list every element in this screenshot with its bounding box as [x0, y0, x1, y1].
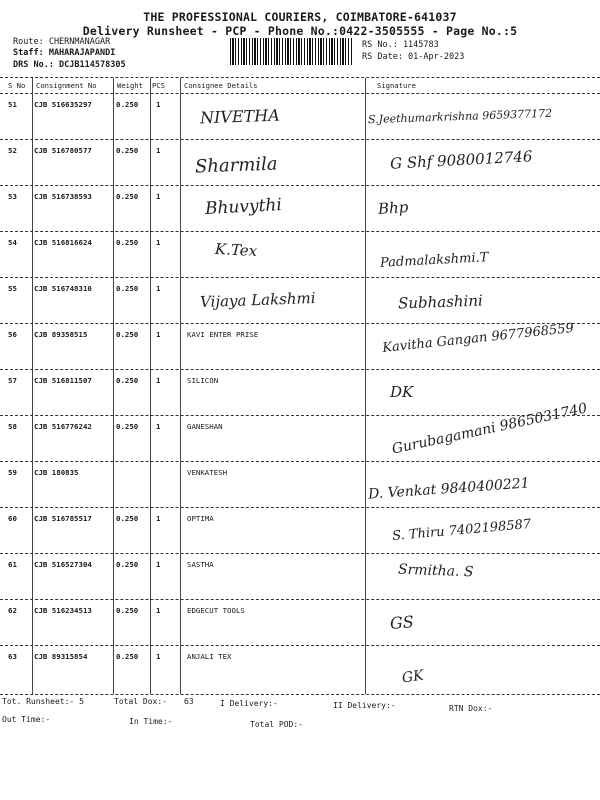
consignment-number: CJB 89358515	[34, 330, 88, 339]
table-row	[0, 320, 600, 371]
weight-value: 0.250	[116, 146, 139, 155]
weight-value: 0.250	[116, 284, 139, 293]
col-consignment: Consignment No	[36, 81, 97, 90]
serial-number: 63	[8, 652, 17, 661]
consignment-number: CJB 516776242	[34, 422, 92, 431]
pcs-value: 1	[156, 606, 161, 615]
col-signature: Signature	[377, 81, 416, 90]
handwritten-consignee: NIVETHA	[199, 105, 281, 128]
consignment-number: CJB 516748310	[34, 284, 92, 293]
pcs-value: 1	[156, 560, 161, 569]
receiver-signature: Gurubagamani 9865031740	[390, 400, 589, 458]
table-bottom-rule	[0, 694, 600, 695]
runsheet-subtitle: Delivery Runsheet - PCP - Phone No.:0422-3505555 - Page No.:5	[82, 24, 518, 38]
in-time: In Time:-	[129, 717, 173, 726]
weight-value: 0.250	[116, 560, 139, 569]
weight-value: 0.250	[116, 192, 139, 201]
pcs-value: 1	[156, 146, 161, 155]
row-divider	[0, 369, 600, 370]
weight-value: 0.250	[116, 100, 139, 109]
weight-value: 0.250	[116, 422, 139, 431]
col-consignee: Consignee Details	[184, 81, 258, 90]
drs-number: DRS No.: DCJB114578305	[13, 60, 126, 70]
row-divider	[0, 507, 600, 508]
pcs-value: 1	[156, 100, 161, 109]
receiver-signature: Padmalakshmi.T	[379, 250, 489, 271]
table-row	[0, 187, 600, 233]
table-row	[0, 555, 600, 601]
route-label: Route: CHERNMANAGAR	[13, 37, 111, 47]
receiver-signature: Kavitha Gangan 9677968559	[381, 320, 575, 357]
handwritten-consignee: K.Tex	[214, 239, 258, 261]
consignment-number: CJB 516816624	[34, 238, 92, 247]
serial-number: 61	[8, 560, 17, 569]
pcs-value: 1	[156, 652, 161, 661]
table-row	[0, 233, 600, 279]
consignee-name: GANESHAN	[187, 422, 223, 431]
row-divider	[0, 185, 600, 186]
weight-value: 0.250	[116, 330, 139, 339]
row-divider	[0, 277, 600, 278]
receiver-signature: GS	[389, 612, 415, 633]
consignee-name: OPTIMA	[187, 514, 214, 523]
header-bottom-rule	[0, 93, 600, 94]
col-weight: Weight	[117, 81, 143, 90]
pcs-value: 1	[156, 514, 161, 523]
handwritten-consignee: Vijaya Lakshmi	[199, 288, 316, 312]
serial-number: 59	[8, 468, 17, 477]
consignment-number: CJB 516780577	[34, 146, 92, 155]
rtn-dox: RTN Dox:-	[449, 704, 493, 713]
weight-value: 0.250	[116, 514, 139, 523]
table-row	[0, 371, 600, 417]
weight-value: 0.250	[116, 376, 139, 385]
row-divider	[0, 645, 600, 646]
table-row	[0, 463, 600, 509]
serial-number: 55	[8, 284, 17, 293]
consignee-name: ANJALI TEX	[187, 652, 232, 661]
serial-number: 62	[8, 606, 17, 615]
consignment-number: CJB 516234513	[34, 606, 92, 615]
table-row	[0, 141, 600, 187]
rs-date: RS Date: 01-Apr-2023	[362, 52, 465, 62]
consignment-number: CJB 516811507	[34, 376, 92, 385]
ii-delivery: II Delivery:-	[333, 701, 396, 710]
handwritten-consignee: Sharmila	[194, 153, 278, 178]
serial-number: 57	[8, 376, 17, 385]
table-row	[0, 647, 600, 693]
table-row	[0, 400, 600, 463]
receiver-signature: DK	[390, 383, 414, 401]
row-divider	[0, 599, 600, 600]
consignment-number: CJB 516635297	[34, 100, 92, 109]
serial-number: 51	[8, 100, 17, 109]
consignment-number: CJB 516738593	[34, 192, 92, 201]
row-divider	[0, 415, 600, 416]
weight-value: 0.250	[116, 606, 139, 615]
pcs-value: 1	[156, 284, 161, 293]
consignee-name: EDGECUT TOOLS	[187, 606, 245, 615]
consignment-number: CJB 516785517	[34, 514, 92, 523]
weight-value: 0.250	[116, 652, 139, 661]
col-sno: S No	[8, 81, 26, 90]
receiver-signature: G Shf 9080012746	[389, 147, 533, 173]
serial-number: 56	[8, 330, 17, 339]
receiver-signature: Srmitha. S	[397, 561, 474, 581]
total-dox-label: Total Dox:-	[114, 697, 167, 706]
table-row	[0, 509, 600, 555]
consignment-number: CJB 180835	[34, 468, 79, 477]
serial-number: 54	[8, 238, 17, 247]
row-divider	[0, 461, 600, 462]
pcs-value: 1	[156, 192, 161, 201]
receiver-signature: Bhp	[377, 197, 409, 219]
receiver-signature: D. Venkat 9840400221	[367, 475, 531, 503]
consignment-number: CJB 89315854	[34, 652, 88, 661]
consignee-name: KAVI ENTER PRISE	[187, 330, 259, 339]
total-pod: Total POD:-	[250, 720, 303, 729]
company-title: THE PROFESSIONAL COURIERS, COIMBATORE-641037	[143, 10, 457, 24]
pcs-value: 1	[156, 376, 161, 385]
table-top-rule	[0, 77, 600, 78]
receiver-signature: S. Thiru 7402198587	[391, 516, 532, 545]
barcode	[230, 38, 352, 65]
handwritten-consignee: Bhuvythi	[204, 195, 283, 219]
pcs-value: 1	[156, 238, 161, 247]
i-delivery: I Delivery:-	[220, 699, 278, 708]
row-divider	[0, 231, 600, 232]
out-time: Out Time:-	[2, 715, 51, 724]
total-dox-value: 63	[184, 697, 194, 706]
tot-runsheet: Tot. Runsheet:- 5	[2, 697, 84, 706]
consignee-name: SILICON	[187, 376, 219, 385]
row-divider	[0, 553, 600, 554]
consignment-number: CJB 516527304	[34, 560, 92, 569]
receiver-signature: S.Jeethumarkrishna 9659377172	[367, 106, 553, 127]
table-row	[0, 279, 600, 325]
weight-value: 0.250	[116, 238, 139, 247]
staff-label: Staff: MAHARAJAPANDI	[13, 48, 116, 58]
receiver-signature: Subhashini	[397, 291, 484, 313]
table-row	[0, 95, 600, 141]
consignee-name: VENKATESH	[187, 468, 228, 477]
consignee-name: SASTHA	[187, 560, 214, 569]
pcs-value: 1	[156, 330, 161, 339]
row-divider	[0, 139, 600, 140]
serial-number: 53	[8, 192, 17, 201]
serial-number: 52	[8, 146, 17, 155]
row-divider	[0, 323, 600, 324]
receiver-signature: GK	[400, 667, 425, 687]
table-row	[0, 601, 600, 647]
col-pcs: PCS	[152, 81, 165, 90]
rs-number: RS No.: 1145783	[362, 40, 439, 50]
pcs-value: 1	[156, 422, 161, 431]
serial-number: 60	[8, 514, 17, 523]
serial-number: 58	[8, 422, 17, 431]
